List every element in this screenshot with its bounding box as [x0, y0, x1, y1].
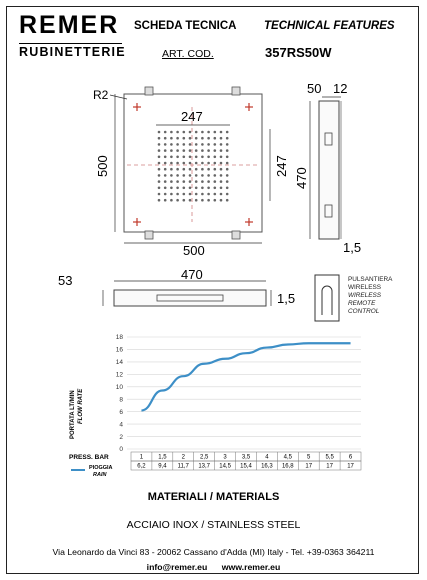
side-view-drawing — [294, 79, 417, 259]
materials-title: MATERIALI / MATERIALS — [147, 491, 280, 503]
chart-xtick-label: 4 — [265, 454, 269, 461]
series-line-rain — [141, 343, 350, 410]
chart-ytick-label: 12 — [115, 371, 123, 379]
remote-line-3: WIRELESS — [348, 292, 382, 299]
outer-height-label: 500 — [95, 155, 110, 177]
chart-ytick-label: 4 — [119, 421, 123, 429]
chart-xtick-label: 5,5 — [325, 454, 334, 461]
chart-ytick-label: 10 — [115, 383, 123, 391]
chart-data-label: 13,7 — [198, 463, 211, 470]
email-link[interactable]: info@remer.eu — [146, 562, 208, 572]
chart-data-label: 17 — [347, 463, 354, 470]
chart-xtick-label: 1 — [139, 454, 144, 461]
chart-data-label: 17 — [326, 463, 333, 470]
chart-ytick-label: 14 — [115, 359, 123, 367]
chart-ytick-label: 18 — [115, 334, 123, 342]
chart-xtick-label: 3 — [223, 454, 227, 461]
chart-xtick-label: 5 — [307, 454, 311, 461]
legend-name-it: PIOGGIA — [89, 465, 113, 471]
remote-label — [348, 276, 392, 316]
chart-ylabel-en: FLOW RATE — [78, 388, 84, 424]
company-address: Via Leonardo da Vinci 83 - 20062 Cassano d'Adda (MI) Italy - Tel. +39-0363 364211 — [52, 547, 375, 557]
chart-xtick-label: 1,5 — [158, 454, 167, 461]
datasheet-page — [6, 6, 419, 574]
art-code-label: ART. COD. — [162, 48, 214, 60]
profile-left-label: 53 — [58, 273, 73, 288]
remote-control-drawing — [313, 273, 343, 325]
side-bottom-label: 1,5 — [343, 240, 362, 255]
inner-height-label: 247 — [274, 155, 289, 177]
sheet-title-en: TECHNICAL FEATURES — [264, 20, 395, 32]
outer-width-label: 500 — [183, 243, 205, 258]
brand-divider — [19, 43, 122, 44]
chart-ytick-label: 0 — [119, 446, 123, 454]
chart-data-label: 9,4 — [158, 463, 167, 470]
chart-ytick-label: 6 — [119, 408, 123, 416]
sheet-title-it: SCHEDA TECNICA — [134, 20, 237, 32]
brand-subtitle: RUBINETTERIE — [19, 45, 126, 59]
chart-data-label: 15,4 — [240, 463, 252, 470]
chart-ytick-label: 2 — [119, 433, 123, 441]
chart-xtick-label: 2,5 — [200, 454, 209, 461]
inner-width-label: 247 — [181, 109, 203, 124]
chart-data-label: 11,7 — [177, 463, 189, 470]
remote-line-4: REMOTE — [348, 300, 376, 307]
chart-xtick-label: 2 — [181, 454, 185, 461]
website-link[interactable]: www.remer.eu — [221, 562, 281, 572]
profile-width-label: 470 — [181, 267, 203, 282]
brand-logo: REMER — [19, 11, 120, 39]
chart-data-label: 17 — [305, 463, 313, 470]
remote-line-2: WIRELESS — [348, 284, 382, 291]
contacts — [7, 562, 420, 572]
chart-xtick-label: 6 — [348, 454, 353, 461]
chart-ylabel-it: PORTATA LT/MIN — [70, 390, 76, 439]
chart-data-label: 14,5 — [219, 463, 231, 470]
radius-label: R2 — [93, 88, 109, 102]
chart-xtick-label: 3,5 — [241, 454, 251, 461]
side-top-a: 50 — [307, 81, 322, 96]
materials-value: ACCIAIO INOX / STAINLESS STEEL — [126, 519, 301, 531]
chart-data-label: 16,8 — [281, 463, 294, 470]
chart-data-label: 6,2 — [137, 463, 146, 470]
flow-rate-chart — [67, 329, 367, 481]
legend-name-en: RAIN — [93, 472, 107, 478]
chart-xtick-label: 4,5 — [283, 454, 292, 461]
side-height-label: 470 — [294, 167, 309, 189]
chart-data-label: 16,3 — [261, 463, 273, 470]
art-code-value: 357RS50W — [265, 45, 332, 60]
profile-right-label: 1,5 — [277, 291, 296, 306]
chart-ytick-label: 8 — [119, 396, 123, 404]
remote-line-5: CONTROL — [348, 308, 380, 315]
chart-xlabel: PRESS. BAR — [69, 454, 109, 461]
side-top-b: 12 — [333, 81, 348, 96]
chart-ytick-label: 16 — [115, 346, 123, 354]
remote-line-1: PULSANTIERA — [348, 276, 393, 283]
